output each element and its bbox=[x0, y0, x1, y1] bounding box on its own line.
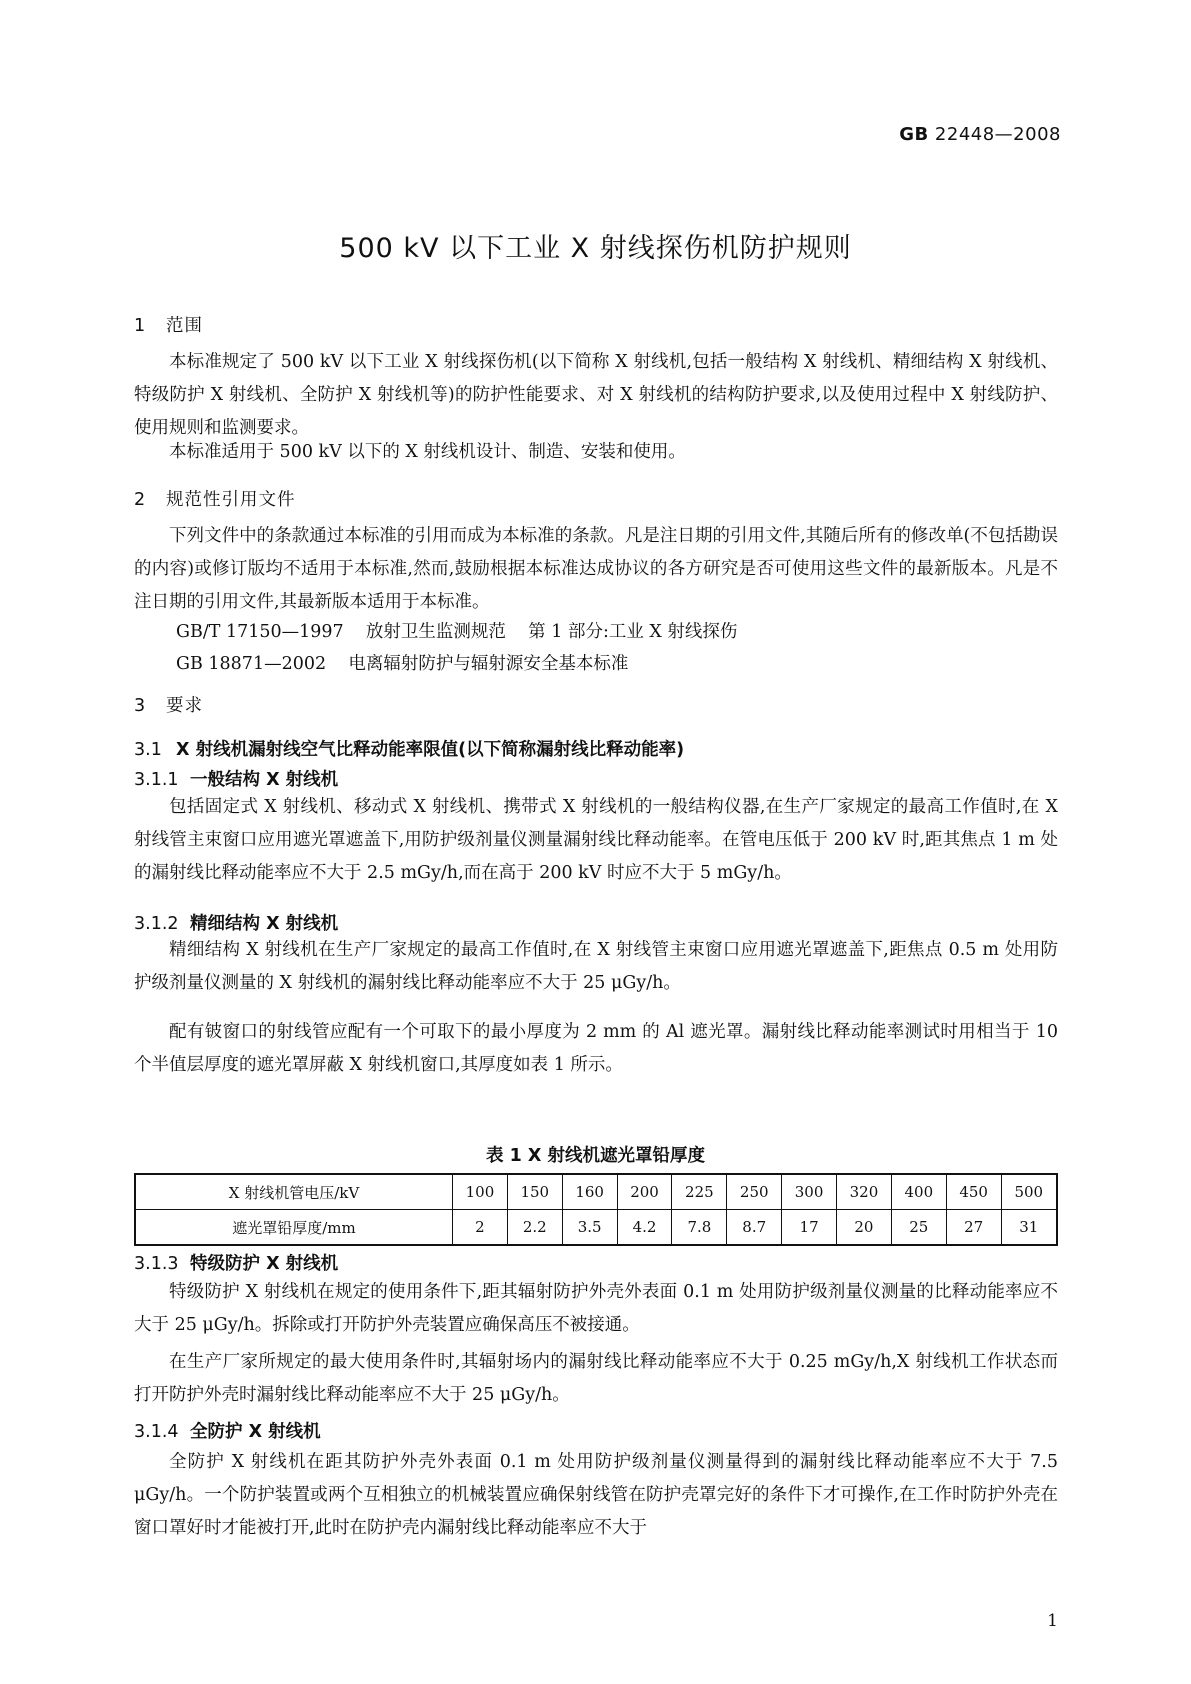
subsection-3-1-3-paragraph-1: 特级防护 X 射线机在规定的使用条件下,距其辐射防护外壳外表面 0.1 m 处用防护级剂量仪测量的比释动能率应不大于 25 μGy/h。拆除或打开防护外壳装置应确保高压不被接通。 bbox=[134, 1282, 1058, 1335]
table-cell: 3.5 bbox=[562, 1210, 617, 1246]
table-cell: 160 bbox=[562, 1174, 617, 1210]
subsection-title: X 射线机漏射线空气比释动能率限值(以下简称漏射线比释动能率) bbox=[176, 740, 685, 760]
subsection-title: 一般结构 X 射线机 bbox=[190, 770, 339, 790]
table-cell: 2 bbox=[453, 1210, 508, 1246]
standard-code bbox=[899, 124, 1061, 145]
section-number: 3 bbox=[134, 696, 147, 716]
table-cell: 2.2 bbox=[507, 1210, 562, 1246]
table-cell: 320 bbox=[837, 1174, 892, 1210]
table-cell: 7.8 bbox=[672, 1210, 727, 1246]
subsection-3-1-3-paragraph-2: 在生产厂家所规定的最大使用条件时,其辐射场内的漏射线比释动能率应不大于 0.25 mGy/h,X 射线机工作状态而打开防护外壳时漏射线比释动能率应不大于 25 μGy/h。 bbox=[134, 1352, 1058, 1405]
table-cell: 200 bbox=[617, 1174, 672, 1210]
section-1-paragraph-2: 本标准适用于 500 kV 以下的 X 射线机设计、制造、安装和使用。 bbox=[169, 442, 686, 462]
row-label: 遮光罩铅厚度/mm bbox=[135, 1210, 453, 1246]
section-title: 范围 bbox=[166, 316, 203, 336]
reference-item: GB/T 17150—1997 放射卫生监测规范 第 1 部分:工业 X 射线探伤 bbox=[176, 622, 738, 642]
section-title: 要求 bbox=[166, 696, 203, 716]
subsection-3-1-2-paragraph-2: 配有铍窗口的射线管应配有一个可取下的最小厚度为 2 mm 的 Al 遮光罩。漏射线比释动能率测试时用相当于 10 个半值层厚度的遮光罩屏蔽 X 射线机窗口,其厚度如表 1 所示。 bbox=[134, 1022, 1058, 1075]
subsection-3-1-2-paragraph-1: 精细结构 X 射线机在生产厂家规定的最高工作值时,在 X 射线管主束窗口应用遮光罩遮盖下,距焦点 0.5 m 处用防护级剂量仪测量的 X 射线机的漏射线比释动能率应不大于 25 μGy/h。 bbox=[134, 940, 1058, 993]
subsection-number: 3.1 bbox=[134, 740, 162, 760]
table-cell: 20 bbox=[837, 1210, 892, 1246]
table-cell: 300 bbox=[782, 1174, 837, 1210]
table-cell: 225 bbox=[672, 1174, 727, 1210]
section-3-heading bbox=[134, 692, 203, 717]
subsection-3-1-4-heading bbox=[134, 1418, 321, 1443]
subsection-title: 特级防护 X 射线机 bbox=[190, 1254, 339, 1274]
table-cell: 17 bbox=[782, 1210, 837, 1246]
table-cell: 250 bbox=[727, 1174, 782, 1210]
subsection-title: 精细结构 X 射线机 bbox=[190, 914, 339, 934]
reference-item: GB 18871—2002 电离辐射防护与辐射源安全基本标准 bbox=[176, 654, 629, 674]
section-2-paragraph-1: 下列文件中的条款通过本标准的引用而成为本标准的条款。凡是注日期的引用文件,其随后所有的修改单(不包括勘误的内容)或修订版均不适用于本标准,然而,鼓励根据本标准达成协议的各方研究是否可使用这些文件的最新版本。凡是不注日期的引用文件,其最新版本适用于本标准。 bbox=[134, 526, 1058, 612]
subsection-3-1-heading bbox=[134, 736, 684, 761]
subsection-number: 3.1.3 bbox=[134, 1254, 179, 1274]
subsection-title: 全防护 X 射线机 bbox=[190, 1422, 321, 1442]
subsection-3-1-4-paragraph: 全防护 X 射线机在距其防护外壳外表面 0.1 m 处用防护级剂量仪测量得到的漏射线比释动能率应不大于 7.5 μGy/h。一个防护装置或两个互相独立的机械装置应确保射线管在防护壳罩完好的条件下才可操作,在工作时防护外壳在窗口罩好时才能被打开,此时在防护壳内漏射线比释动能率应不大于 bbox=[134, 1452, 1058, 1538]
table-cell: 8.7 bbox=[727, 1210, 782, 1246]
table-cell: 500 bbox=[1001, 1174, 1057, 1210]
table-1 bbox=[134, 1173, 1058, 1246]
subsection-number: 3.1.2 bbox=[134, 914, 179, 934]
subsection-number: 3.1.1 bbox=[134, 770, 179, 790]
subsection-3-1-2-heading bbox=[134, 910, 338, 935]
subsection-3-1-3-heading bbox=[134, 1250, 338, 1275]
subsection-3-1-1-heading bbox=[134, 766, 338, 791]
table-cell: 25 bbox=[891, 1210, 946, 1246]
row-label: X 射线机管电压/kV bbox=[135, 1174, 453, 1210]
table-row-thickness bbox=[135, 1210, 1057, 1246]
document-title: 500 kV 以下工业 X 射线探伤机防护规则 bbox=[339, 233, 852, 264]
standard-number: 22448—2008 bbox=[934, 124, 1061, 145]
section-1-heading bbox=[134, 312, 203, 337]
table-1-caption: 表 1 X 射线机遮光罩铅厚度 bbox=[486, 1146, 705, 1166]
table-cell: 150 bbox=[507, 1174, 562, 1210]
standard-prefix: GB bbox=[899, 124, 929, 145]
table-cell: 27 bbox=[946, 1210, 1001, 1246]
table-cell: 450 bbox=[946, 1174, 1001, 1210]
table-cell: 31 bbox=[1001, 1210, 1057, 1246]
page-number: 1 bbox=[1047, 1611, 1058, 1631]
table-cell: 400 bbox=[891, 1174, 946, 1210]
section-2-heading bbox=[134, 486, 296, 511]
table-cell: 100 bbox=[453, 1174, 508, 1210]
section-number: 1 bbox=[134, 316, 147, 336]
section-title: 规范性引用文件 bbox=[166, 490, 296, 510]
subsection-number: 3.1.4 bbox=[134, 1422, 179, 1442]
table-cell: 4.2 bbox=[617, 1210, 672, 1246]
table-row-voltage bbox=[135, 1174, 1057, 1210]
section-number: 2 bbox=[134, 490, 147, 510]
subsection-3-1-1-paragraph: 包括固定式 X 射线机、移动式 X 射线机、携带式 X 射线机的一般结构仪器,在生产厂家规定的最高工作值时,在 X 射线管主束窗口应用遮光罩遮盖下,用防护级剂量仪测量漏射线比释动能率。在管电压低于 200 kV 时,距其焦点 1 m 处的漏射线比释动能率应不大于 2.5 mGy/h,而在高于 200 kV 时应不大于 5 mGy/h。 bbox=[134, 797, 1058, 883]
section-1-paragraph-1: 本标准规定了 500 kV 以下工业 X 射线探伤机(以下简称 X 射线机,包括一般结构 X 射线机、精细结构 X 射线机、特级防护 X 射线机、全防护 X 射线机等)的防护性能要求、对 X 射线机的结构防护要求,以及使用过程中 X 射线防护、使用规则和监测要求。 bbox=[134, 352, 1058, 438]
